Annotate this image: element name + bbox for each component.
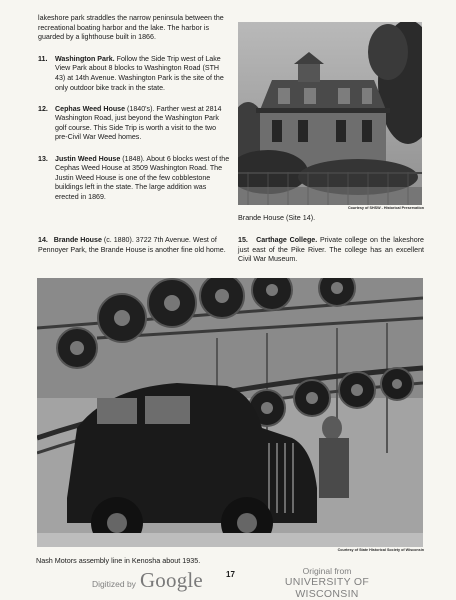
intro-paragraph: lakeshore park straddles the narrow peninsula between the recreational boating harbor and the lake. The harbor is guarded by a lighthouse built in 1866. [38, 14, 224, 42]
assembly-line-photo [37, 278, 423, 547]
item-number: 13. [38, 154, 48, 163]
university-label: UNIVERSITY OF WISCONSIN [284, 576, 370, 600]
item-number: 12. [38, 104, 48, 113]
item-number: 11. [38, 54, 48, 63]
item-title: Carthage College. [256, 236, 318, 244]
google-logo: Google [139, 568, 203, 592]
assembly-line-illustration [37, 278, 423, 547]
brande-house-illustration [238, 22, 422, 205]
photo-credit: Courtesy of SHSW - Historical Preservation [347, 206, 424, 210]
item-number: 14. [38, 236, 48, 244]
page-number: 17 [226, 570, 235, 579]
item-title: Justin Weed House [55, 154, 121, 163]
item-title: Cephas Weed House [55, 104, 126, 113]
photo-caption: Brande House (Site 14). [238, 213, 316, 222]
brande-house-photo [238, 22, 422, 205]
left-column [38, 14, 230, 214]
item-body: (1840's). Farther west at 2814 Washington Road, just beyond the Washington Park golf course. This Side Trip is worth a visit to the two pre-Civil War Weed homes. [55, 104, 222, 142]
digitized-by-watermark [92, 568, 203, 593]
original-from-watermark [262, 566, 392, 600]
digitized-by-label: Digitized by [92, 579, 136, 589]
photo-caption: Nash Motors assembly line in Kenosha about 1935. [36, 556, 201, 565]
item-body: Follow the Side Trip west of Lake View Park about 8 blocks to Washington Road (STH 43) at 14th Avenue. Washington Park is the site of the only outdoor bike track in the state. [55, 54, 224, 92]
list-item-washington-park [38, 55, 230, 93]
item-body: Private college on the lakeshore just east of the Pike River. The college has an excellent Civil War Museum. [238, 236, 424, 264]
list-item-brande-house [38, 236, 228, 255]
item-body: (c. 1880). 3722 7th Avenue. West of Pennoyer Park, the Brande House is another fine old home. [38, 236, 226, 254]
item-title: Brande House [53, 236, 102, 244]
item-number: 15. [238, 236, 248, 244]
photo-credit: Courtesy of State Historical Society of Wisconsin [337, 548, 424, 552]
item-title: Washington Park. [55, 54, 115, 63]
list-item-justin-weed-house [38, 155, 230, 203]
original-from-label: Original from [302, 566, 352, 576]
list-item-cephas-weed-house [38, 105, 230, 143]
item-body: (1848). About 6 blocks west of the Cephas Weed House at 3509 Washington Road. The Justin Weed House is one of the few cobblestone buildings left in the state. The large addition was erected in 1869. [55, 154, 230, 201]
list-item-carthage-college [238, 236, 424, 265]
